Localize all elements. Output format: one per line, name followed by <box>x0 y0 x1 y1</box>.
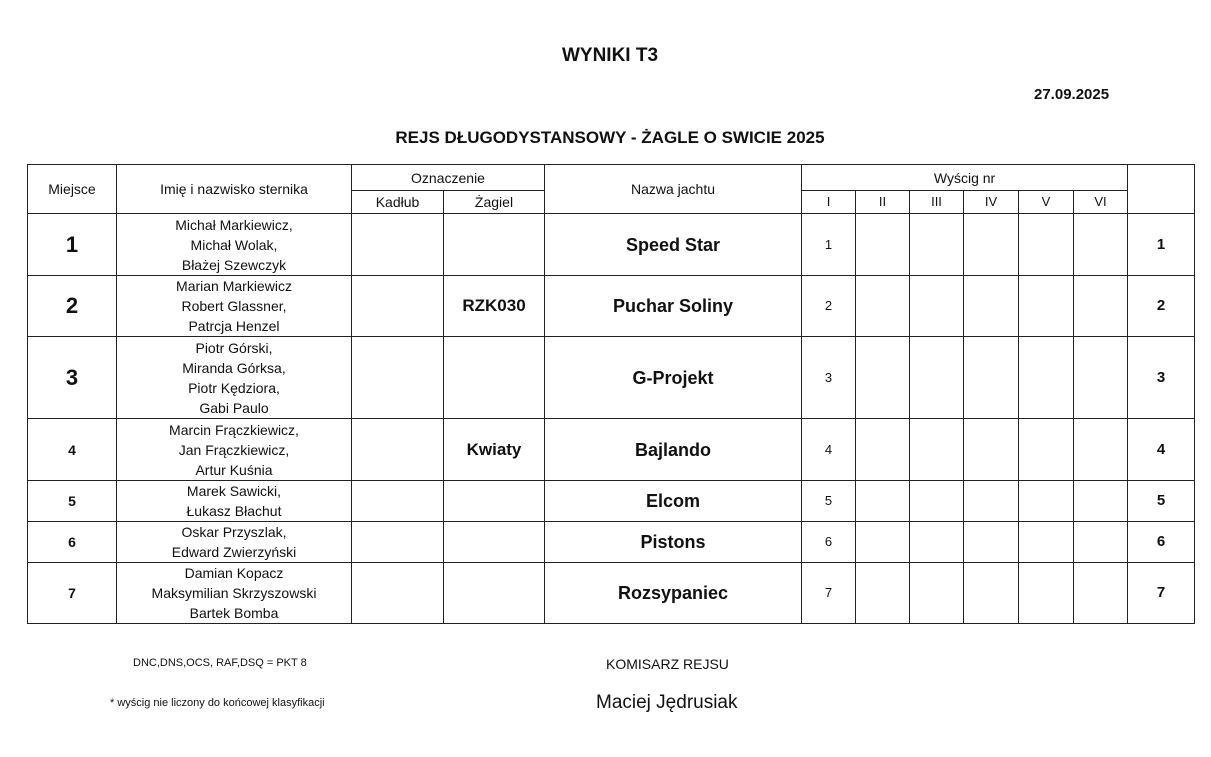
place-cell: 7 <box>28 563 117 624</box>
race-result-cell <box>1019 563 1074 624</box>
final-place-cell: 6 <box>1128 522 1195 563</box>
race-result-cell <box>1074 419 1128 481</box>
commissioner-name: Maciej Jędrusiak <box>596 692 738 713</box>
hull-cell <box>352 276 444 337</box>
header-race: IV <box>964 191 1019 214</box>
hull-cell <box>352 563 444 624</box>
race-result-cell <box>964 337 1019 419</box>
race-result-cell <box>1074 522 1128 563</box>
results-table <box>27 164 1195 624</box>
crew-member: Michał Wolak, <box>190 236 278 253</box>
crew-member: Łukasz Błachut <box>186 503 282 519</box>
final-place-cell: 2 <box>1128 276 1195 337</box>
table-row <box>28 522 1195 563</box>
race-result-cell <box>856 419 910 481</box>
hull-cell <box>352 419 444 481</box>
header-sail: Żagiel <box>444 191 545 214</box>
crew-cell <box>117 563 352 624</box>
crew-cell <box>117 276 352 337</box>
race-result-cell: 2 <box>802 276 856 337</box>
crew-cell <box>117 419 352 481</box>
sail-cell <box>444 337 545 419</box>
yacht-name-cell: Bajlando <box>545 419 802 481</box>
crew-member: Jan Frączkiewicz, <box>178 441 290 458</box>
hull-cell <box>352 337 444 419</box>
header-place: Miejsce <box>28 165 117 214</box>
penalty-note: DNC,DNS,OCS, RAF,DSQ = PKT 8 <box>133 657 307 669</box>
crew-member: Robert Glassner, <box>181 298 287 314</box>
table-row <box>28 481 1195 522</box>
hull-cell <box>352 481 444 522</box>
yacht-name-cell: Rozsypaniec <box>545 563 802 624</box>
place-cell: 2 <box>28 276 117 337</box>
header-race: V <box>1019 191 1074 214</box>
race-result-cell <box>910 419 964 481</box>
yacht-name-cell: Puchar Soliny <box>545 276 802 337</box>
yacht-name-cell: Pistons <box>545 522 802 563</box>
final-place-cell: 5 <box>1128 481 1195 522</box>
sail-cell: RZK030 <box>444 276 545 337</box>
hull-cell <box>352 522 444 563</box>
race-result-cell <box>964 419 1019 481</box>
yacht-name-cell: G-Projekt <box>545 337 802 419</box>
sail-cell <box>444 522 545 563</box>
yacht-name-cell: Speed Star <box>545 214 802 276</box>
header-race: I <box>802 191 856 214</box>
race-result-cell <box>910 276 964 337</box>
crew-member: Oskar Przyszlak, <box>181 524 287 540</box>
place-cell: 4 <box>28 419 117 481</box>
race-result-cell <box>1019 522 1074 563</box>
race-result-cell <box>1019 481 1074 522</box>
race-result-cell <box>964 214 1019 276</box>
header-hull: Kadłub <box>352 191 444 214</box>
race-result-cell <box>856 276 910 337</box>
sail-cell: Kwiaty <box>444 419 545 481</box>
crew-cell <box>117 481 352 522</box>
crew-cell <box>117 337 352 419</box>
excluded-race-note: * wyścig nie liczony do końcowej klasyfikacji <box>110 697 325 709</box>
crew-member: Maksymilian Skrzyszowski <box>151 585 317 601</box>
race-result-cell <box>1074 214 1128 276</box>
table-row <box>28 337 1195 419</box>
sail-cell <box>444 563 545 624</box>
race-result-cell <box>1074 481 1128 522</box>
final-place-cell: 7 <box>1128 563 1195 624</box>
crew-member: Damian Kopacz <box>184 565 284 581</box>
sail-cell <box>444 481 545 522</box>
place-cell: 3 <box>28 337 117 419</box>
crew-member: Piotr Górski, <box>195 339 273 356</box>
race-result-cell <box>856 214 910 276</box>
commissioner-label: KOMISARZ REJSU <box>606 656 729 672</box>
race-result-cell <box>910 337 964 419</box>
race-result-cell <box>964 563 1019 624</box>
race-result-cell <box>856 522 910 563</box>
race-result-cell <box>964 481 1019 522</box>
crew-member: Edward Zwierzyński <box>171 544 297 560</box>
crew-member: Marek Sawicki, <box>186 483 282 499</box>
crew-member: Miranda Górksa, <box>182 359 286 376</box>
crew-cell <box>117 214 352 276</box>
crew-member: Patrcja Henzel <box>188 318 280 334</box>
race-result-cell <box>1074 276 1128 337</box>
place-cell: 1 <box>28 214 117 276</box>
crew-member: Błażej Szewczyk <box>181 256 287 273</box>
race-result-cell <box>910 563 964 624</box>
final-place-cell: 3 <box>1128 337 1195 419</box>
header-skipper: Imię i nazwisko sternika <box>117 165 352 214</box>
header-yacht: Nazwa jachtu <box>545 165 802 214</box>
header-race-no: Wyścig nr <box>802 165 1128 191</box>
header-race: VI <box>1074 191 1128 214</box>
crew-member: Michał Markiewicz, <box>175 216 293 233</box>
table-row <box>28 276 1195 337</box>
table-row <box>28 214 1195 276</box>
sail-cell <box>444 214 545 276</box>
race-result-cell: 6 <box>802 522 856 563</box>
place-cell: 5 <box>28 481 117 522</box>
crew-member: Gabi Paulo <box>199 399 269 416</box>
document-title: WYNIKI T3 <box>561 45 659 66</box>
race-result-cell: 4 <box>802 419 856 481</box>
table-row <box>28 563 1195 624</box>
crew-member: Artur Kuśnia <box>195 461 273 478</box>
hull-cell <box>352 214 444 276</box>
crew-member: Piotr Kędziora, <box>188 379 280 396</box>
event-title: REJS DŁUGODYSTANSOWY - ŻAGLE O SWICIE 2025 <box>395 128 825 147</box>
race-result-cell: 1 <box>802 214 856 276</box>
race-result-cell: 3 <box>802 337 856 419</box>
crew-member: Bartek Bomba <box>189 605 279 621</box>
race-result-cell <box>910 522 964 563</box>
table-row <box>28 419 1195 481</box>
race-result-cell <box>1019 214 1074 276</box>
race-result-cell <box>856 481 910 522</box>
document-date: 27.09.2025 <box>1034 86 1110 103</box>
header-race: II <box>856 191 910 214</box>
header-race: III <box>910 191 964 214</box>
race-result-cell <box>964 276 1019 337</box>
race-result-cell <box>1074 563 1128 624</box>
header-final <box>1128 165 1195 214</box>
race-result-cell <box>1019 337 1074 419</box>
race-result-cell <box>910 214 964 276</box>
race-result-cell <box>856 563 910 624</box>
race-result-cell: 7 <box>802 563 856 624</box>
place-cell: 6 <box>28 522 117 563</box>
race-result-cell <box>1019 276 1074 337</box>
race-result-cell: 5 <box>802 481 856 522</box>
race-result-cell <box>964 522 1019 563</box>
race-result-cell <box>856 337 910 419</box>
race-result-cell <box>1074 337 1128 419</box>
final-place-cell: 4 <box>1128 419 1195 481</box>
crew-member: Marian Markiewicz <box>176 278 292 294</box>
yacht-name-cell: Elcom <box>545 481 802 522</box>
final-place-cell: 1 <box>1128 214 1195 276</box>
crew-cell <box>117 522 352 563</box>
race-result-cell <box>1019 419 1074 481</box>
crew-member: Marcin Frączkiewicz, <box>169 421 299 438</box>
race-result-cell <box>910 481 964 522</box>
header-designation: Oznaczenie <box>352 165 545 191</box>
